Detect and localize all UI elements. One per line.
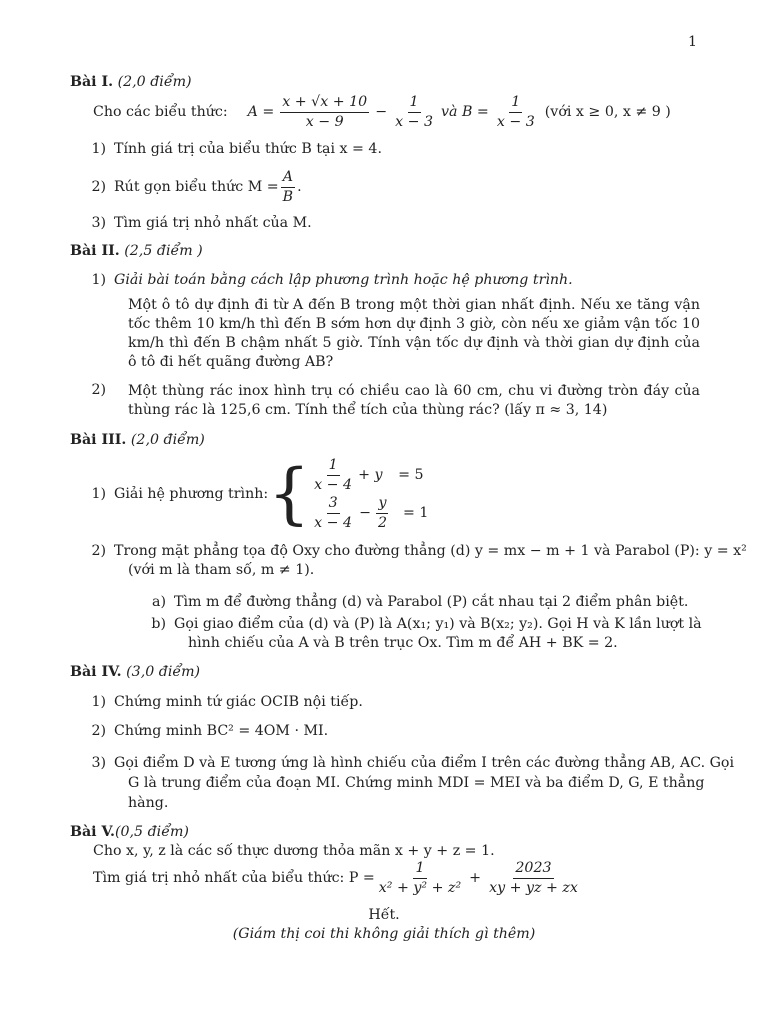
bai1-expressions — [93, 92, 671, 132]
page-number: 1 — [688, 34, 698, 50]
bai2-q2 — [80, 382, 114, 398]
bai4-q2 — [80, 723, 328, 739]
bai3-qa-text: Tìm m để đường thẳng (d) và Parabol (P) cắt nhau tại 2 điểm phân biệt. — [174, 594, 689, 610]
system-brace: { — [268, 455, 311, 532]
bai1-minus: − — [375, 104, 388, 120]
bai4-q1-num: 1) — [91, 694, 106, 710]
bai1-points: (2,0 điểm) — [117, 74, 192, 90]
bai4-q3 — [80, 755, 734, 771]
bai2-q2-text: Một thùng rác inox hình trụ có chiều cao là 60 cm, chu vi đường tròn đáy của thùng rác là 125,6 cm. Tính thể tích của thùng rác? (lấy π ≈ 3, 14) — [128, 383, 700, 418]
bai1-q2-text: Rút gọn biểu thức M = — [114, 179, 279, 195]
eq1-den: x − 4 — [314, 476, 353, 493]
bai1-q1-num: 1) — [91, 141, 106, 157]
bai1-B-den: x − 3 — [496, 113, 535, 130]
bai5-f2-den: xy + yz + zx — [489, 879, 578, 896]
bai1-q2-num: 2) — [91, 179, 106, 195]
bai4-q3-line3: hàng. — [128, 795, 169, 811]
bai1-A2-num: 1 — [408, 94, 421, 113]
equation-1 — [310, 456, 428, 494]
bai4-q3-line1: Gọi điểm D và E tương ứng là hình chiếu của điểm I trên các đường thẳng AB, AC. Gọi — [114, 755, 735, 771]
eq2-yden: 2 — [377, 514, 387, 531]
bai5-line2-text: Tìm giá trị nhỏ nhất của biểu thức: P = — [93, 870, 375, 886]
bai5-plus: + — [469, 870, 482, 886]
bai4-q1-text: Chứng minh tứ giác OCIB nội tiếp. — [114, 694, 363, 710]
bai4-q3-line2: G là trung điểm của đoạn MI. Chứng minh MDI = MEI và ba điểm D, G, E thẳng — [128, 775, 705, 791]
bai3-qb — [140, 616, 702, 632]
bai5-f2-num: 2023 — [513, 860, 553, 879]
bai1-q2-frac-num: A — [281, 169, 295, 188]
bai4-q3-num: 3) — [91, 755, 106, 771]
eq2-ynum: y — [376, 495, 388, 514]
eq2-frac — [312, 495, 354, 532]
bai1-q3-text: Tìm giá trị nhỏ nhất của M. — [114, 215, 312, 231]
bai4-points: (3,0 điểm) — [126, 664, 201, 680]
bai3-qb-line2: hình chiếu của A và B trên trục Ox. Tìm m để AH + BK = 2. — [188, 635, 618, 651]
bai2-points: (2,5 điểm ) — [124, 243, 203, 259]
footer-note: (Giám thị coi thi không giải thích gì thêm) — [232, 926, 536, 942]
eq1-rhs: = 5 — [398, 467, 424, 483]
bai2-q1-title: Giải bài toán bằng cách lập phương trình hoặc hệ phương trình. — [114, 272, 573, 288]
bai3-q2 — [80, 543, 747, 559]
bai2-q1 — [80, 272, 573, 288]
equation-2 — [310, 494, 428, 532]
bai4-q2-text: Chứng minh BC² = 4OM · MI. — [114, 723, 329, 739]
eq2-rhs: = 1 — [402, 505, 429, 521]
bai3-q1 — [80, 456, 428, 532]
bai2-heading — [70, 243, 203, 259]
bai3-qa-num: a) — [152, 594, 166, 610]
bai5-title: Bài V. — [70, 824, 115, 840]
bai1-A-frac1 — [280, 94, 369, 131]
eq1-frac — [312, 457, 354, 494]
bai1-condition: (với x ≥ 0, x ≠ 9 ) — [544, 104, 671, 120]
bai4-q1 — [80, 694, 363, 710]
bai1-B-num: 1 — [509, 94, 522, 113]
bai1-q3 — [80, 215, 312, 231]
bai1-title: Bài I. — [70, 74, 114, 90]
bai2-q2-num: 2) — [91, 382, 106, 398]
eq1-num: 1 — [327, 457, 340, 476]
bai3-qb-line1: Gọi giao điểm của (d) và (P) là A(x₁; y₁) và B(x₂; y₂). Gọi H và K lần lượt là — [174, 616, 702, 632]
bai1-A-num: x + √x + 10 — [280, 94, 369, 113]
bai1-B-frac — [495, 94, 537, 131]
bai5-f1-den: x² + y² + z² — [378, 879, 462, 896]
bai3-heading — [70, 432, 205, 448]
bai3-title: Bài III. — [70, 432, 127, 448]
bai3-q2-line2: (với m là tham số, m ≠ 1). — [128, 562, 315, 578]
eq2-den: x − 4 — [314, 514, 353, 531]
eq2-minus: − — [359, 505, 371, 521]
bai3-qb-num: b) — [151, 616, 166, 632]
bai5-heading — [70, 824, 189, 840]
bai4-q2-num: 2) — [91, 723, 106, 739]
bai3-qa — [140, 594, 688, 610]
bai1-q3-num: 3) — [91, 215, 106, 231]
bai4-heading — [70, 664, 200, 680]
bai1-A-lhs: A = — [247, 104, 275, 120]
eq2-num: 3 — [327, 495, 340, 514]
bai4-title: Bài IV. — [70, 664, 122, 680]
bai1-heading — [70, 74, 192, 90]
bai1-q2: 2) Rút gọn biểu thức M = $\frac{A}{B}$ . — [80, 167, 302, 207]
bai3-points: (2,0 điểm) — [130, 432, 205, 448]
eq1-rest: + y — [358, 467, 383, 483]
bai2-title: Bài II. — [70, 243, 120, 259]
footer-end: Hết. — [368, 907, 400, 923]
bai1-intro: Cho các biểu thức: — [93, 104, 228, 120]
bai2-q1-num: 1) — [91, 272, 106, 288]
bai1-and-B: và B = — [441, 104, 489, 120]
bai5-f1-num: 1 — [413, 860, 426, 879]
bai1-A-den: x − 9 — [305, 113, 344, 130]
bai5-frac1 — [377, 860, 463, 897]
eq2-yfrac — [376, 495, 389, 532]
bai5-points: (0,5 điểm) — [114, 824, 189, 840]
bai3-q1-text: Giải hệ phương trình: — [114, 486, 269, 502]
bai3-q2-num: 2) — [91, 543, 106, 559]
bai1-q1-text: Tính giá trị của biểu thức B tại x = 4. — [114, 141, 382, 157]
bai5-frac2 — [487, 860, 580, 897]
equation-system — [310, 456, 428, 532]
bai2-q1-body: Một ô tô dự định đi từ A đến B trong một thời gian nhất định. Nếu xe tăng vận tốc thêm 10 km/h thì đến B sớm hơn dự định 3 giờ, còn nếu xe giảm vận tốc 10 km/h thì đến B chậm nhất 5 giờ. Tính vận tốc dự định và thời gian dự định của ô tô đi hết quãng đường AB? — [128, 297, 700, 370]
bai3-q2-line1: Trong mặt phẳng tọa độ Oxy cho đường thẳng (d) y = mx − m + 1 và Parabol (P): y = x² — [114, 543, 747, 559]
bai1-q1 — [80, 141, 382, 157]
bai5-line2 — [93, 858, 582, 898]
bai1-A-frac2 — [393, 94, 435, 131]
bai1-q2-frac-den: B — [282, 188, 294, 205]
bai1-A2-den: x − 3 — [395, 113, 434, 130]
bai3-q1-num: 1) — [91, 486, 106, 502]
bai1-q2-frac — [281, 169, 295, 206]
bai5-line1: Cho x, y, z là các số thực dương thỏa mãn x + y + z = 1. — [93, 843, 495, 859]
